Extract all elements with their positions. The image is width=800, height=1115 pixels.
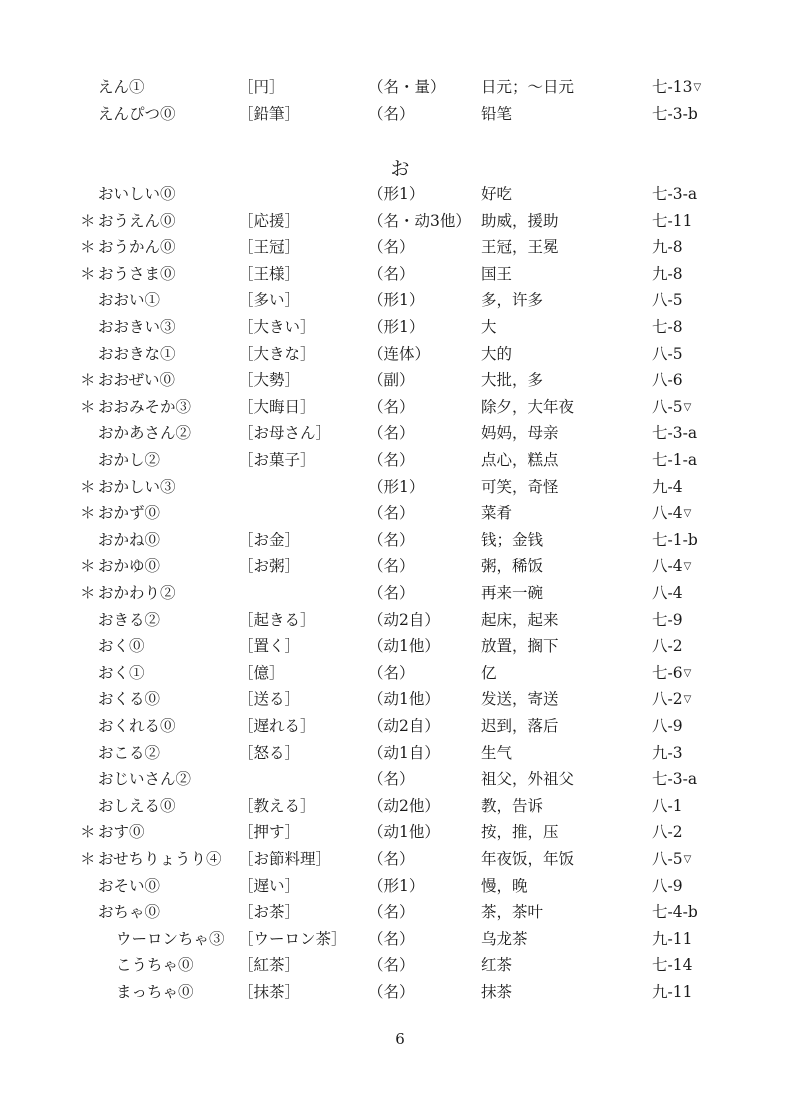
entry-part-of-speech: （形1） [368, 318, 425, 336]
entry-part-of-speech: （形1） [368, 477, 425, 496]
triangle-mark-icon: ▽ [693, 82, 702, 93]
entry-lesson [652, 873, 683, 900]
entry-part-of-speech: （名） [368, 956, 415, 975]
entry-lesson [652, 181, 697, 208]
entry-meaning: 起床，起来 [481, 610, 559, 629]
entry-meaning: 年夜饭，年饭 [481, 850, 575, 868]
entry-kanji: ［億］ [238, 663, 285, 682]
entry-word: おく① [98, 663, 145, 682]
entry-meaning: 好吃 [481, 185, 513, 203]
lesson-ref: 八-9 [652, 876, 683, 895]
entry-meaning: 茶，茶叶 [481, 903, 544, 922]
triangle-mark-icon: ▽ [683, 854, 692, 865]
entry-part-of-speech: （名・动3他） [368, 211, 471, 230]
entry-meaning: 亿 [481, 663, 497, 682]
entry-kanji: ［お茶］ [238, 903, 301, 922]
entry-meaning: 粥，稀饭 [481, 557, 544, 576]
lesson-ref: 八-4 [652, 584, 683, 602]
entry-word: えん① [98, 78, 145, 96]
dictionary-entry [0, 926, 800, 953]
entry-kanji: ［遅れる］ [238, 717, 316, 735]
entry-word: おかね⓪ [98, 530, 161, 549]
new-word-marker: ＊ [80, 238, 96, 257]
dictionary-entry [0, 979, 800, 1006]
dictionary-entry [0, 766, 800, 793]
entry-lesson [652, 500, 691, 528]
lesson-ref: 八-2 [652, 823, 683, 842]
entry-part-of-speech: （动1自） [368, 743, 440, 762]
new-word-marker: ＊ [80, 211, 96, 230]
dictionary-entry [0, 341, 800, 368]
lesson-ref: 九-11 [652, 983, 693, 1001]
entry-lesson [652, 447, 697, 474]
lesson-ref: 七-4-b [652, 903, 698, 922]
new-word-marker: ＊ [80, 397, 96, 416]
entry-part-of-speech: （名） [368, 397, 415, 416]
dictionary-entry [0, 580, 800, 607]
entry-kanji: ［お菓子］ [238, 451, 316, 469]
entry-lesson [652, 553, 691, 581]
entry-lesson [652, 341, 683, 368]
entry-word: おおきい③ [98, 318, 176, 336]
entry-word: おくれる⓪ [98, 717, 176, 735]
entry-part-of-speech: （名） [368, 557, 415, 576]
lesson-ref: 七-3-a [652, 424, 698, 443]
entry-lesson [652, 527, 698, 554]
entry-kanji: ［王様］ [238, 264, 301, 283]
entry-part-of-speech: （连体） [368, 344, 431, 363]
entry-lesson [652, 660, 691, 688]
new-word-marker: ＊ [80, 504, 96, 523]
new-word-marker: ＊ [80, 371, 96, 390]
entry-word: おいしい⓪ [98, 185, 176, 203]
entry-part-of-speech: （名） [368, 770, 415, 789]
lesson-ref: 七-3-a [652, 770, 698, 789]
new-word-marker: ＊ [80, 477, 96, 496]
entry-lesson [652, 926, 692, 953]
entry-part-of-speech: （名） [368, 451, 415, 469]
entry-kanji: ［お金］ [238, 530, 301, 549]
entry-kanji: ［起きる］ [238, 610, 316, 629]
entry-part-of-speech: （名） [368, 584, 415, 602]
dictionary-entry [0, 474, 800, 501]
entry-word: おかし② [98, 451, 161, 469]
entry-kanji: ［大きな］ [238, 344, 316, 363]
lesson-ref: 八-5 [652, 344, 683, 363]
entry-meaning: 生气 [481, 743, 513, 762]
lesson-ref: 七-1-b [652, 530, 698, 549]
entry-word: こうちゃ⓪ [116, 956, 194, 975]
lesson-ref: 八-4 [652, 557, 683, 576]
entry-kanji: ［お粥］ [238, 557, 301, 576]
dictionary-entry [0, 74, 800, 101]
entry-lesson [652, 899, 698, 926]
entry-meaning: 王冠，王冕 [481, 238, 559, 257]
entry-kanji: ［お母さん］ [238, 424, 332, 443]
entry-meaning: 点心，糕点 [481, 451, 559, 469]
entry-part-of-speech: （名） [368, 238, 415, 257]
entry-kanji: ［王冠］ [238, 238, 301, 257]
lesson-ref: 九-4 [652, 477, 683, 496]
lesson-ref: 七-11 [652, 211, 693, 230]
entry-word: おちゃ⓪ [98, 903, 161, 922]
lesson-ref: 七-14 [652, 956, 693, 975]
entry-word: おうかん⓪ [98, 238, 176, 257]
dictionary-entry [0, 952, 800, 979]
entry-meaning: 日元；～日元 [481, 78, 575, 96]
lesson-ref: 八-5 [652, 291, 683, 310]
entry-kanji: ［怒る］ [238, 743, 301, 762]
entry-word: おす⓪ [98, 823, 145, 842]
entry-meaning: 祖父，外祖父 [481, 770, 575, 789]
entry-part-of-speech: （副） [368, 371, 415, 390]
lesson-ref: 八-6 [652, 371, 683, 390]
page-number: 6 [395, 1030, 405, 1048]
entry-part-of-speech: （名） [368, 983, 415, 1001]
entry-word: おおい① [98, 291, 161, 310]
entry-meaning: 国王 [481, 264, 513, 283]
entry-word: おおみそか③ [98, 397, 192, 416]
entry-lesson [652, 713, 683, 740]
entry-part-of-speech: （名） [368, 929, 415, 948]
lesson-ref: 七-9 [652, 610, 683, 629]
lesson-ref: 七-1-a [652, 451, 698, 469]
entry-lesson [652, 793, 683, 820]
entry-kanji: ［多い］ [238, 291, 301, 310]
entry-word: おかあさん② [98, 424, 192, 443]
entry-lesson [652, 979, 692, 1006]
dictionary-entry [0, 394, 800, 421]
entry-meaning: 发送，寄送 [481, 690, 559, 709]
dictionary-entry [0, 420, 800, 447]
entry-word: おうさま⓪ [98, 264, 176, 283]
entry-part-of-speech: （名） [368, 504, 415, 523]
lesson-ref: 八-4 [652, 504, 683, 523]
entry-lesson [652, 819, 683, 846]
entry-word: おかわり② [98, 584, 176, 602]
entry-lesson [652, 952, 692, 979]
entry-kanji: ［遅い］ [238, 876, 301, 895]
new-word-marker: ＊ [80, 850, 96, 868]
entry-word: おかゆ⓪ [98, 557, 161, 576]
entry-kanji: ［押す］ [238, 823, 301, 842]
entry-word: おこる② [98, 743, 161, 762]
entry-lesson [652, 208, 692, 235]
lesson-ref: 九-11 [652, 929, 693, 948]
entry-lesson [652, 580, 683, 607]
dictionary-entry [0, 686, 800, 713]
entry-kanji: ［紅茶］ [238, 956, 301, 975]
entry-word: おせちりょうり④ [98, 850, 222, 868]
dictionary-entry [0, 633, 800, 660]
entry-word: おうえん⓪ [98, 211, 176, 230]
lesson-ref: 七-3-b [652, 104, 698, 123]
entry-part-of-speech: （动1他） [368, 823, 440, 842]
entry-meaning: 菜肴 [481, 504, 513, 523]
lesson-ref: 八-9 [652, 717, 683, 735]
entry-kanji: ［鉛筆］ [238, 104, 301, 123]
entry-part-of-speech: （名） [368, 850, 415, 868]
new-word-marker: ＊ [80, 823, 96, 842]
entry-lesson [652, 394, 691, 422]
entry-word: おしえる⓪ [98, 796, 176, 815]
lesson-ref: 九-8 [652, 264, 683, 283]
entry-meaning: 红茶 [481, 956, 513, 975]
lesson-ref: 九-8 [652, 238, 683, 257]
entry-part-of-speech: （动2他） [368, 796, 440, 815]
entry-meaning: 教，告诉 [481, 796, 544, 815]
lesson-ref: 七-13 [652, 78, 693, 96]
entry-kanji: ［お節料理］ [238, 850, 332, 868]
section-heading-o: お [390, 158, 410, 180]
lesson-ref: 七-3-a [652, 185, 698, 203]
triangle-mark-icon: ▽ [683, 667, 692, 679]
entry-meaning: 放置，搁下 [481, 637, 559, 656]
entry-lesson [652, 686, 691, 714]
dictionary-entry [0, 101, 800, 128]
entry-part-of-speech: （名） [368, 530, 415, 549]
dictionary-entry [0, 846, 800, 873]
triangle-mark-icon: ▽ [683, 401, 692, 413]
lesson-ref: 八-2 [652, 690, 683, 709]
dictionary-entry [0, 899, 800, 926]
entry-part-of-speech: （形1） [368, 185, 425, 203]
dictionary-entry [0, 713, 800, 740]
entry-kanji: ［教える］ [238, 796, 316, 815]
entry-lesson [652, 287, 683, 314]
dictionary-entry [0, 181, 800, 208]
dictionary-entry [0, 873, 800, 900]
entry-kanji: ［応援］ [238, 211, 301, 230]
entry-meaning: 大 [481, 318, 497, 336]
dictionary-entry [0, 447, 800, 474]
triangle-mark-icon: ▽ [683, 694, 692, 706]
entry-part-of-speech: （名） [368, 663, 415, 682]
entry-lesson [652, 766, 697, 793]
entry-part-of-speech: （名） [368, 424, 415, 443]
entry-meaning: 助威，援助 [481, 211, 559, 230]
entry-meaning: 大批，多 [481, 371, 544, 390]
entry-meaning: 妈妈，母亲 [481, 424, 559, 443]
entry-meaning: 乌龙茶 [481, 929, 528, 948]
entry-meaning: 抹茶 [481, 983, 513, 1001]
lesson-ref: 七-6 [652, 663, 683, 682]
entry-meaning: 慢，晚 [481, 876, 528, 895]
entry-word: おかず⓪ [98, 504, 161, 523]
dictionary-entry [0, 740, 800, 767]
entry-part-of-speech: （形1） [368, 876, 425, 895]
entry-word: えんぴつ⓪ [98, 104, 176, 123]
entry-meaning: 大的 [481, 344, 513, 363]
entry-word: おじいさん② [98, 770, 192, 789]
entry-kanji: ［送る］ [238, 690, 301, 709]
entry-part-of-speech: （名） [368, 104, 415, 123]
entry-part-of-speech: （动2自） [368, 610, 440, 629]
dictionary-entry [0, 527, 800, 554]
entry-word: おかしい③ [98, 477, 176, 496]
entry-kanji: ［大晦日］ [238, 397, 316, 416]
entry-lesson [652, 846, 691, 874]
entry-word: おおぜい⓪ [98, 371, 176, 390]
entry-kanji: ［大きい］ [238, 318, 316, 336]
dictionary-entry [0, 367, 800, 394]
lesson-ref: 八-5 [652, 850, 683, 868]
lesson-ref: 八-5 [652, 397, 683, 416]
entry-part-of-speech: （形1） [368, 291, 425, 310]
entry-part-of-speech: （名） [368, 264, 415, 283]
dictionary-entry [0, 607, 800, 634]
entry-word: おおきな① [98, 344, 176, 363]
entry-word: おきる② [98, 610, 161, 629]
dictionary-entry [0, 819, 800, 846]
entry-lesson [652, 420, 697, 447]
entry-word: おくる⓪ [98, 690, 161, 709]
entry-word: おそい⓪ [98, 876, 161, 895]
entry-part-of-speech: （名・量） [368, 78, 446, 96]
entry-lesson [652, 74, 701, 102]
entry-kanji: ［ウーロン茶］ [238, 929, 347, 948]
entry-lesson [652, 633, 683, 660]
entry-meaning: 铅笔 [481, 104, 513, 123]
dictionary-entry [0, 208, 800, 235]
lesson-ref: 八-1 [652, 796, 683, 815]
dictionary-entry [0, 553, 800, 580]
entry-word: ウーロンちゃ③ [116, 929, 225, 948]
entry-kanji: ［大勢］ [238, 371, 301, 390]
lesson-ref: 七-8 [652, 318, 683, 336]
entry-lesson [652, 740, 683, 767]
new-word-marker: ＊ [80, 584, 96, 602]
dictionary-entry [0, 500, 800, 527]
entry-word: まっちゃ⓪ [116, 983, 194, 1001]
entry-lesson [652, 367, 683, 394]
triangle-mark-icon: ▽ [683, 508, 692, 520]
entry-meaning: 再来一碗 [481, 584, 544, 602]
entry-part-of-speech: （动1他） [368, 690, 440, 709]
entry-part-of-speech: （动2自） [368, 717, 440, 735]
entry-word: おく⓪ [98, 637, 145, 656]
dictionary-entry [0, 287, 800, 314]
lesson-ref: 八-2 [652, 637, 683, 656]
dictionary-entry [0, 660, 800, 687]
new-word-marker: ＊ [80, 557, 96, 576]
entry-meaning: 多，许多 [481, 291, 544, 310]
entry-lesson [652, 261, 683, 288]
dictionary-entry [0, 314, 800, 341]
entry-lesson [652, 314, 683, 341]
entry-part-of-speech: （动1他） [368, 637, 440, 656]
new-word-marker: ＊ [80, 264, 96, 283]
entry-meaning: 迟到，落后 [481, 717, 559, 735]
entry-lesson [652, 474, 683, 501]
dictionary-entry [0, 261, 800, 288]
entry-lesson [652, 607, 683, 634]
entry-meaning: 除夕，大年夜 [481, 397, 575, 416]
entry-meaning: 钱；金钱 [481, 530, 544, 549]
dictionary-entry [0, 234, 800, 261]
entry-part-of-speech: （名） [368, 903, 415, 922]
entry-kanji: ［円］ [238, 78, 285, 96]
dictionary-entry [0, 793, 800, 820]
entry-kanji: ［置く］ [238, 637, 301, 656]
triangle-mark-icon: ▽ [683, 561, 692, 573]
entry-lesson [652, 234, 683, 261]
entry-meaning: 按，推，压 [481, 823, 559, 842]
entry-meaning: 可笑，奇怪 [481, 477, 559, 496]
lesson-ref: 九-3 [652, 743, 683, 762]
entry-kanji: ［抹茶］ [238, 983, 301, 1001]
entry-lesson [652, 101, 698, 128]
